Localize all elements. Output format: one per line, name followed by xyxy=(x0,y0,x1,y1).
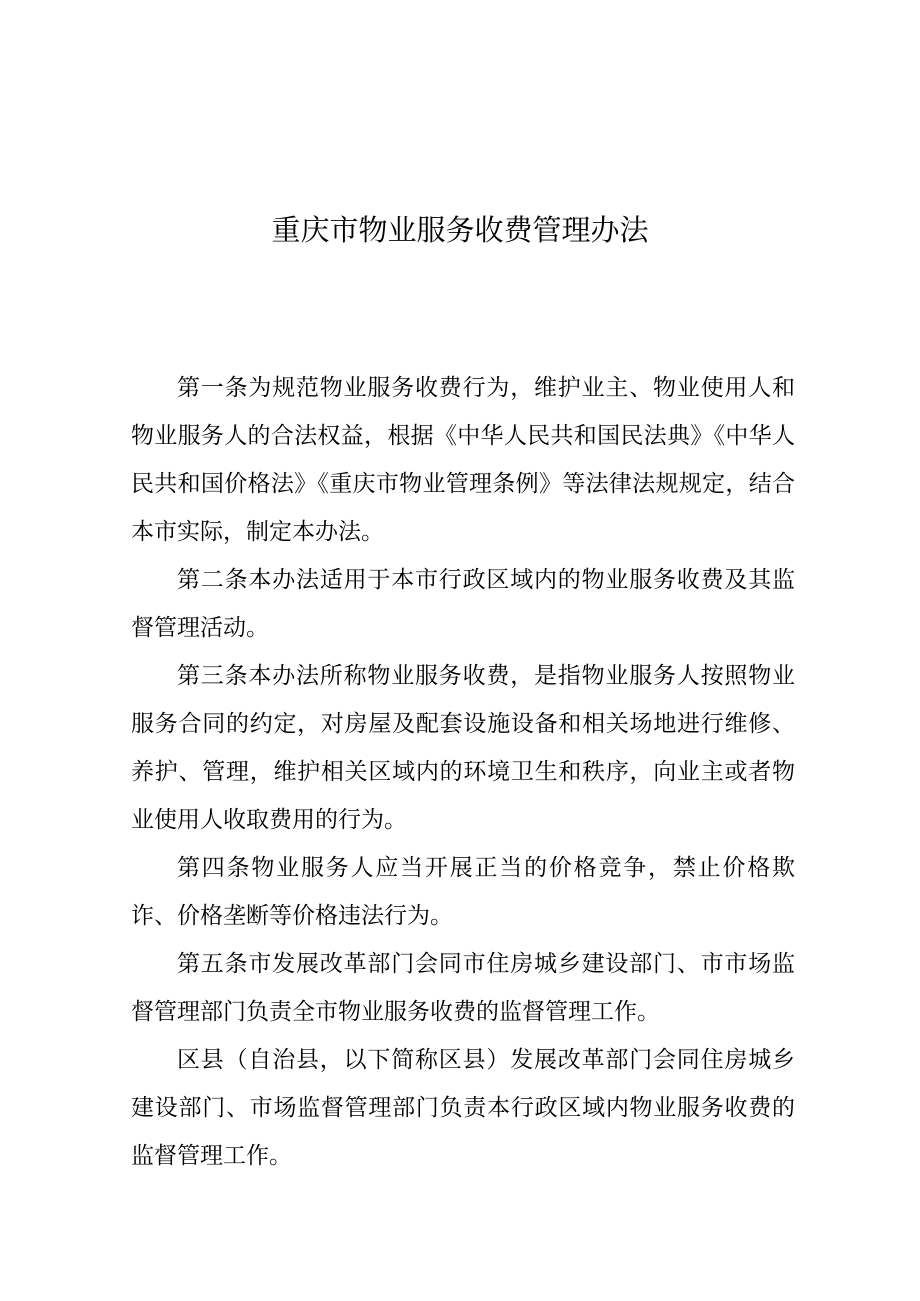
article-3-paragraph: 第三条本办法所称物业服务收费，是指物业服务人按照物业服务合同的约定，对房屋及配套设施设备和相关场地进行维修、养护、管理，维护相关区域内的环境卫生和秩序，向业主或者物业使用人收取费用的行为。 xyxy=(131,663,795,833)
document-body xyxy=(131,364,795,1180)
document-title: 重庆市物业服务收费管理办法 xyxy=(271,213,649,247)
article-1-paragraph: 第一条为规范物业服务收费行为，维护业主、物业使用人和物业服务人的合法权益，根据《中华人民共和国民法典》《中华人民共和国价格法》《重庆市物业管理条例》等法律法规规定，结合本市实际，制定本办法。 xyxy=(131,375,795,545)
article-4-paragraph: 第四条物业服务人应当开展正当的价格竞争，禁止价格欺诈、价格垄断等价格违法行为。 xyxy=(131,855,795,929)
article-5-paragraph: 第五条市发展改革部门会同市住房城乡建设部门、市市场监督管理部门负责全市物业服务收费的监督管理工作。 xyxy=(131,951,795,1025)
article-5-district-paragraph: 区县（自治县，以下简称区县）发展改革部门会同住房城乡建设部门、市场监督管理部门负责本行政区域内物业服务收费的监督管理工作。 xyxy=(131,1047,795,1169)
article-2-paragraph: 第二条本办法适用于本市行政区域内的物业服务收费及其监督管理活动。 xyxy=(131,567,795,641)
